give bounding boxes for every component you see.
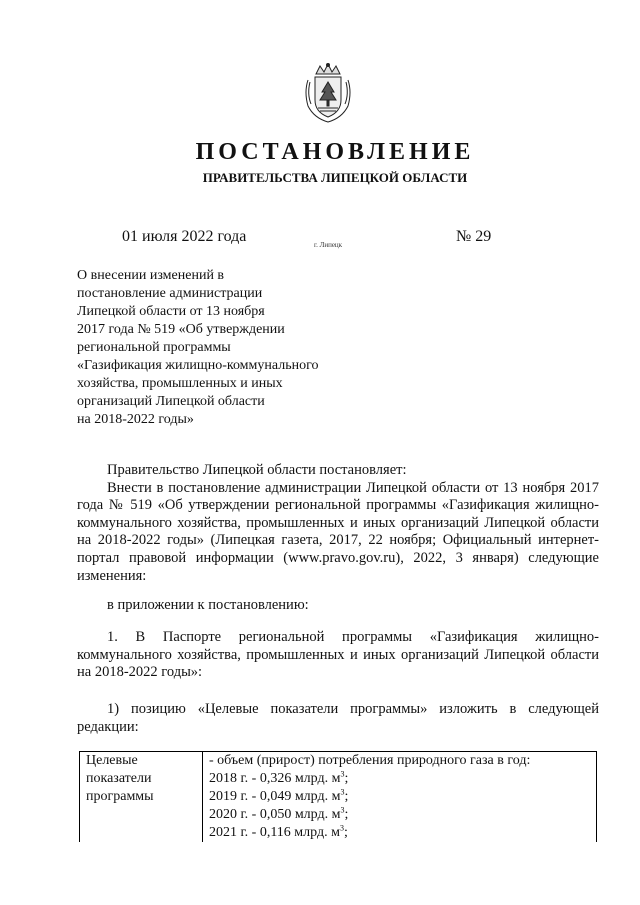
heading-line: организаций Липецкой области	[77, 394, 265, 409]
table-row	[80, 752, 597, 843]
document-date: 01 июля 2022 года	[122, 228, 247, 245]
label-line: Целевые	[86, 753, 138, 768]
value-line: - объем (прирост) потребления природного газа в год:	[209, 753, 531, 768]
document-number: № 29	[456, 228, 492, 245]
item-1-sub-paragraph: 1) позицию «Целевые показатели программы» изложить в следующей редакции:	[77, 701, 599, 735]
item-1-paragraph: 1. В Паспорте региональной программы «Газификация жилищно-коммунального хозяйства, промышленных и иных организаций Липецкой области на 2018-2022 годы»:	[77, 629, 599, 681]
heading-line: хозяйства, промышленных и иных	[77, 376, 283, 391]
table-label-cell	[80, 752, 203, 843]
document-issuer: ПРАВИТЕЛЬСТВА ЛИПЕЦКОЙ ОБЛАСТИ	[202, 170, 468, 185]
body-main	[77, 462, 599, 585]
heading-line: на 2018-2022 годы»	[77, 412, 194, 427]
document-city: г. Липецк	[314, 241, 343, 249]
label-line: программы	[86, 789, 154, 804]
value-line: 2018 г. - 0,326 млрд. $м^3$;	[209, 769, 349, 786]
appendix-paragraph: в приложении к постановлению:	[107, 597, 309, 613]
heading-line: «Газификация жилищно-коммунального	[77, 358, 319, 373]
value-line: 2019 г. - 0,049 млрд. $м^3$;	[209, 787, 349, 804]
coat-of-arms-icon	[302, 62, 354, 124]
document-heading	[77, 267, 367, 429]
value-line: 2021 г. - 0,116 млрд. $м^3$;	[209, 823, 348, 840]
document-title: ПОСТАНОВЛЕНИЕ	[195, 139, 475, 165]
table-value-cell	[203, 752, 597, 843]
main-paragraph: Внести в постановление администрации Липецкой области от 13 ноября 2017 года № 519 «Об утверждении региональной программы «Газификация жилищно-коммунального хозяйства, промышленных и иных организаций Липецкой области на 2018-2022 годы» (Липецкая газета, 2017, 22 ноября; Официальный интернет-портал правовой информации (www.pravo.gov.ru), 2022, 3 января) следующие изменения:	[77, 479, 599, 584]
value-line: 2020 г. - 0,050 млрд. $м^3$;	[209, 805, 349, 822]
resolve-paragraph: Правительство Липецкой области постановляет:	[107, 462, 407, 478]
heading-line: Липецкой области от 13 ноября	[77, 304, 265, 319]
program-indicators-table	[79, 751, 597, 842]
heading-line: О внесении изменений в	[77, 268, 225, 283]
label-line: показатели	[86, 771, 152, 786]
heading-line: постановление администрации	[77, 286, 263, 301]
heading-line: региональной программы	[77, 340, 231, 355]
heading-line: 2017 года № 519 «Об утверждении	[77, 322, 285, 337]
